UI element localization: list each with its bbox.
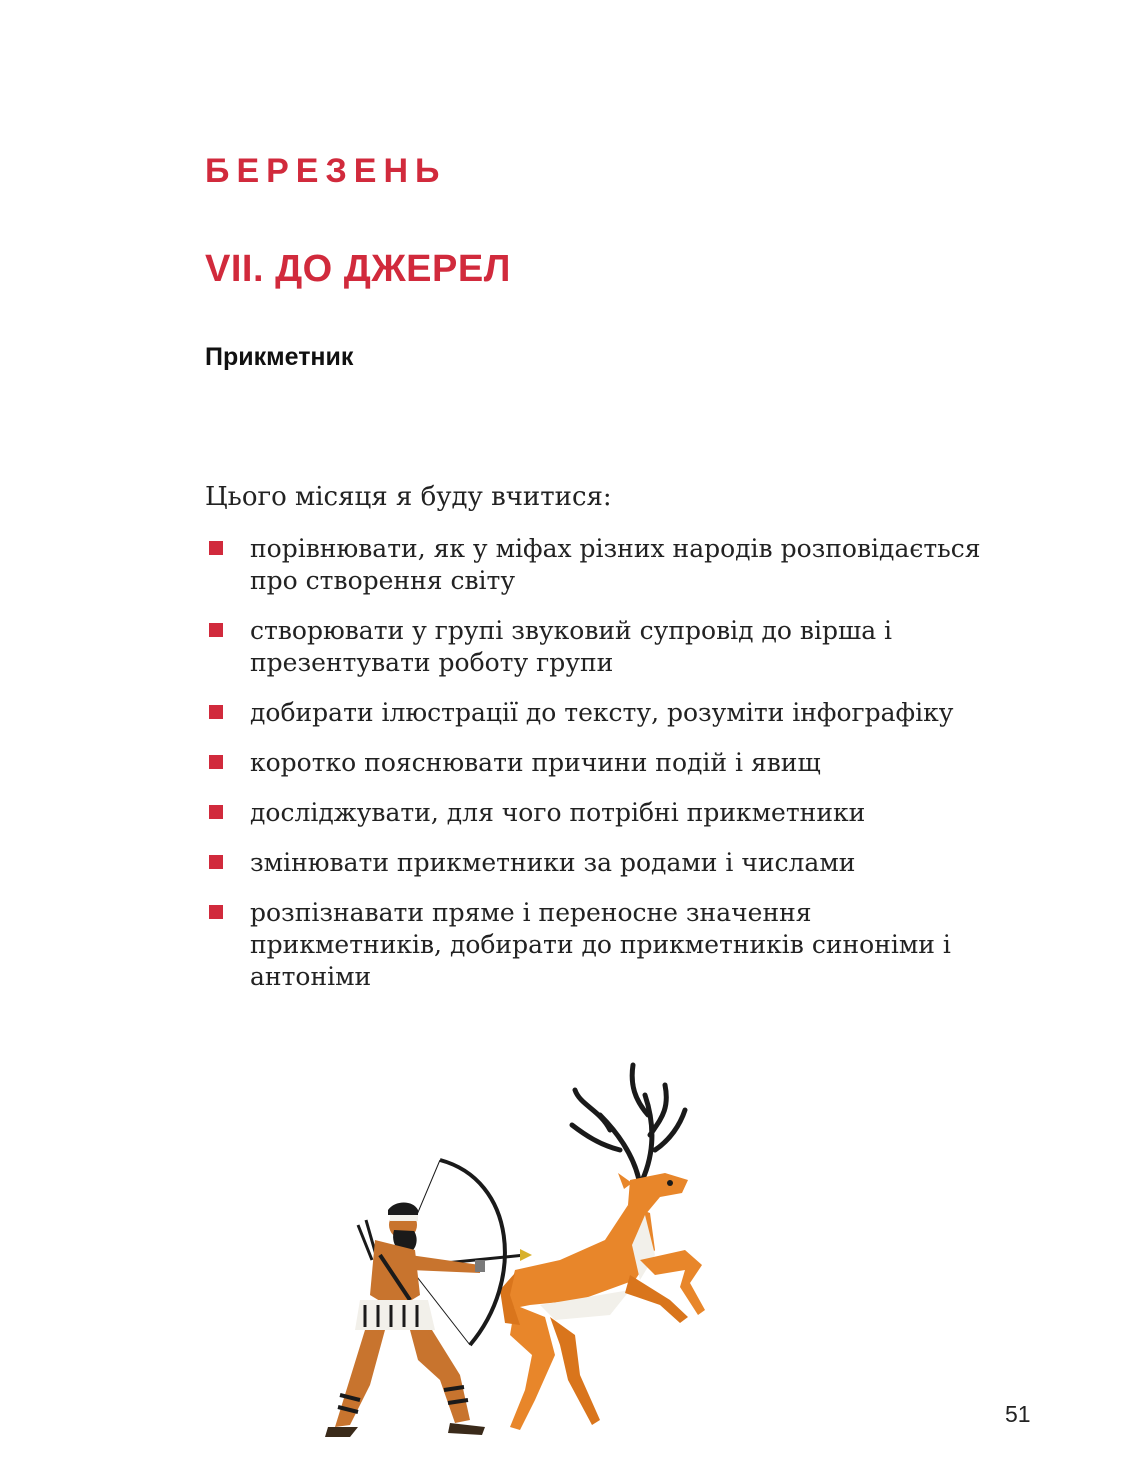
list-item xyxy=(205,897,1005,993)
bullet-square-icon xyxy=(209,805,223,819)
list-item xyxy=(205,697,1005,729)
topic-heading: Прикметник xyxy=(205,343,354,371)
list-item-label: розпізнавати пряме і переносне значення прикметників, добирати до прикметників синоніми і антоніми xyxy=(250,898,951,991)
list-item-label: створювати у групі звуковий супровід до вірша і презентувати роботу групи xyxy=(250,616,893,677)
list-item-label: коротко пояснювати причини подій і явищ xyxy=(250,748,821,777)
list-item xyxy=(205,533,1005,597)
month-heading: БЕРЕЗЕНЬ xyxy=(205,152,447,190)
archer-and-deer-illustration xyxy=(310,1055,770,1450)
bullet-square-icon xyxy=(209,855,223,869)
list-item-label: добирати ілюстрації до тексту, розуміти інфографіку xyxy=(250,698,954,727)
list-item xyxy=(205,847,1005,879)
bullet-square-icon xyxy=(209,623,223,637)
bullet-square-icon xyxy=(209,541,223,555)
bullet-square-icon xyxy=(209,905,223,919)
bullet-square-icon xyxy=(209,705,223,719)
page-number: 51 xyxy=(1005,1401,1031,1427)
list-item xyxy=(205,615,1005,679)
list-item xyxy=(205,797,1005,829)
bullet-square-icon xyxy=(209,755,223,769)
list-item-label: порівнювати, як у міфах різних народів розповідається про створення світу xyxy=(250,534,981,595)
goals-intro: Цього місяця я буду вчитися: xyxy=(205,482,612,512)
list-item-label: змінювати прикметники за родами і числами xyxy=(250,848,856,877)
deer-icon xyxy=(500,1065,705,1430)
goals-list xyxy=(205,533,1005,1011)
list-item xyxy=(205,747,1005,779)
list-item-label: досліджувати, для чого потрібні прикметники xyxy=(250,798,866,827)
unit-title: VII. ДО ДЖЕРЕЛ xyxy=(205,248,511,290)
archer-icon xyxy=(325,1160,532,1437)
